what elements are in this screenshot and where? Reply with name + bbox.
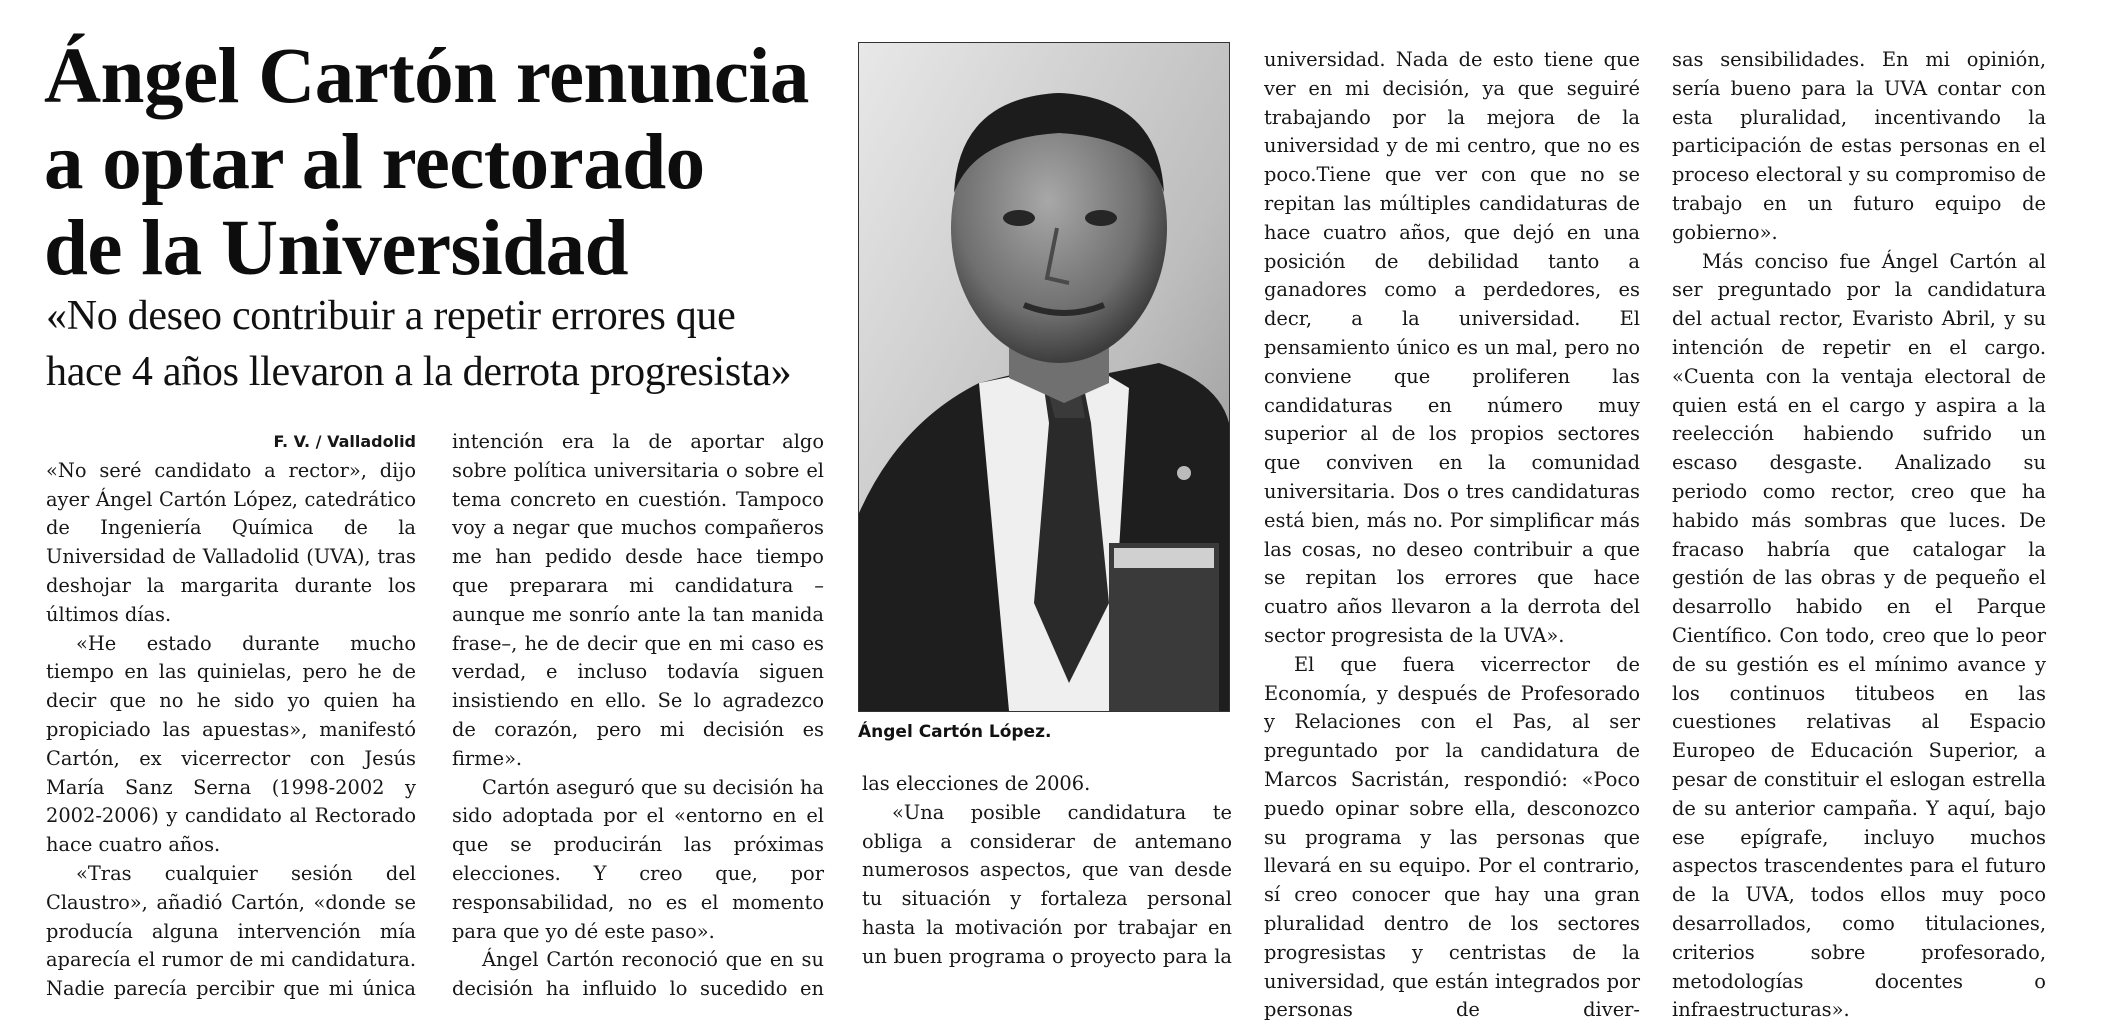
headline-line: a optar al rectorado — [44, 119, 705, 206]
article-column-3 — [862, 770, 1232, 972]
paragraph: «He estado durante mucho tiempo en las quinielas, pero he de decir que no he sido yo quien ha propiciado las apuestas», manifestó Cartón, ex vicerrector con Jesús María Sanz Serna (1998-2002 y 2002-2006) y candidato al Rectorado hace cuatro años. — [46, 631, 416, 857]
paragraph: Ángel Cartón reconoció que en su decisión ha influido lo sucedido en — [452, 948, 824, 1001]
portrait-photo — [858, 42, 1230, 712]
headline — [44, 34, 844, 292]
paragraph: «Una posible candidatura te obliga a considerar de antemano numerosos aspectos, que van desde tu situación y fortaleza personal hasta la motivación por trabajar en un buen programa o proyecto para la — [862, 800, 1232, 968]
paragraph: universidad. Nada de esto tiene que ver en mi decisión, ya que seguiré trabajando por la mejora de la universidad y de mi centro, que no es poco.Tiene que ver con que no se repitan las múltiples candidaturas de hace cuatro años, que dejó en una posición de debilidad tanto a ganadores como a perdedores, es decr, a la universidad. El pensamiento único es un mal, pero no conviene que proliferen las candidaturas en número muy superior al de los propios sectores que conviven en la comunidad universitaria. Dos o tres candidaturas está bien, más no. Por simplificar más las cosas, no deseo contribuir a que se repitan los errores que hace cuatro años llevaron a la derrota del sector progresista de la UVA». — [1264, 48, 1640, 647]
byline: F. V. / Valladolid — [273, 432, 416, 451]
headline-line: de la Universidad — [44, 205, 629, 292]
headline-line: Ángel Cartón renuncia — [44, 33, 809, 120]
photo-caption: Ángel Cartón López. — [858, 722, 1052, 742]
paragraph: intención era la de aportar algo sobre política universitaria o sobre el tema concreto en cuestión. Tampoco voy a negar que muchos compañeros me han pedido desde hace tiempo que preparara mi candidatura –aunque me sonrío ante la tan manida frase–, he de decir que en mi caso es verdad, e incluso todavía siguen insistiendo en ello. Se lo agradezco de corazón, pero mi decisión es firme». — [452, 430, 824, 770]
paragraph: sas sensibilidades. En mi opinión, sería bueno para la UVA contar con esta pluralidad, incentivando la participación de estas personas en el proceso electoral y su compromiso de trabajo en un futuro equipo de gobierno». — [1672, 48, 2046, 244]
subheadline-line: hace 4 años llevaron a la derrota progresista» — [46, 349, 792, 395]
paragraph: las elecciones de 2006. — [862, 772, 1091, 795]
article-column-4 — [1264, 46, 1640, 1025]
paragraph: «No seré candidato a rector», dijo ayer Ángel Cartón López, catedrático de Ingeniería Química de la Universidad de Valladolid (UVA), tras deshojar la margarita durante los últimos días. — [46, 458, 416, 626]
article-column-5 — [1672, 46, 2046, 1025]
paragraph: Más conciso fue Ángel Cartón al ser preguntado por la candidatura del actual rector, Evaristo Abril, y su intención de repetir en el cargo. «Cuenta con la ventaja electoral de quien está en el cargo y aspira a la reelección habiendo sufrido un escaso desgaste. Analizado su periodo como rector, creo que ha habido más sombras que luces. De fracaso habría que catalogar la gestión de las obras y de pequeño el desarrollo habido en el Parque Científico. Con todo, creo que lo peor de su gestión es el mínimo avance y los continuos titubeos en las cuestiones relativas al Espacio Europeo de Educación Superior, a pesar de constituir el eslogan estrella de su anterior campaña. Y aquí, bajo ese epígrafe, incluyo muchos aspectos trascendentes para el futuro de la UVA, todos ellos muy poco desarrollados, como titulaciones, criterios sobre profesorado, metodologías docentes o infraestructuras». — [1672, 249, 2046, 1022]
paragraph: Cartón aseguró que su decisión ha sido adoptada por el «entorno en el que se producirán las próximas elecciones. Y creo que, por responsabilidad, no es el momento para que yo dé este paso». — [452, 775, 824, 943]
article-column-1 — [46, 428, 416, 1004]
article-column-2 — [452, 428, 824, 1004]
paragraph: «Tras cualquier sesión del Claustro», añadió Cartón, «donde se producía alguna intervención mía aparecía el rumor de mi candidatura. Nadie parecía percibir que mi única — [46, 861, 416, 1001]
subheadline — [46, 288, 846, 400]
subheadline-line: «No deseo contribuir a repetir errores que — [46, 293, 736, 339]
paragraph: El que fuera vicerrector de Economía, y después de Profesorado y Relaciones con el Pas, al ser preguntado por la candidatura de Marcos Sacristán, respondió: «Poco puedo opinar sobre ella, desconozco su programa y las personas que llevará en su equipo. Por el contrario, sí creo conocer que hay una gran pluralidad dentro de los sectores progresistas y centristas de la universidad, que están integrados por personas de diver- — [1264, 652, 1640, 1022]
